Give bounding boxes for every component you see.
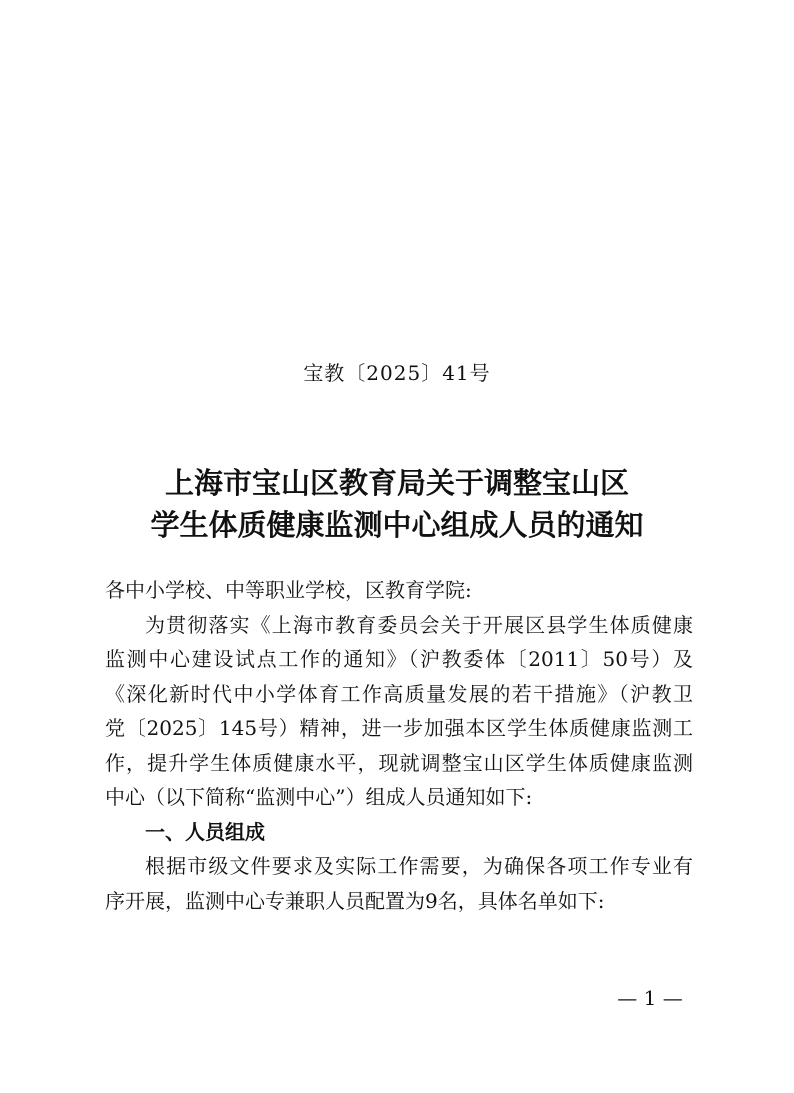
paragraph-1-line-1: 为贯彻落实《上海市教育委员会关于开展区县学生体质健康 (145, 612, 693, 637)
paragraph-1-line-5: 作，提升学生体质健康水平，现就调整宝山区学生体质健康监测 (105, 750, 693, 775)
section-heading: 一、人员组成 (145, 819, 265, 844)
paragraph-1-line-3: 《深化新时代中小学体育工作高质量发展的若干措施》（沪教卫 (105, 681, 693, 706)
paragraph-1-line-4: 党〔2025〕145号）精神，进一步加强本区学生体质健康监测工 (105, 716, 693, 740)
document-number: 宝教〔2025〕41号 (303, 361, 491, 385)
page-number: — 1 — (617, 986, 683, 1010)
paragraph-2-line-1: 根据市级文件要求及实际工作需要，为确保各项工作专业有 (145, 854, 693, 878)
title-line-2: 学生体质健康监测中心组成人员的通知 (150, 508, 644, 542)
paragraph-1-line-6: 中心（以下简称“监测中心”）组成人员通知如下: (105, 785, 533, 809)
document-title (0, 462, 794, 546)
document-body (105, 573, 693, 918)
title-line-1: 上海市宝山区教育局关于调整宝山区 (164, 466, 629, 500)
addressee: 各中小学校、中等职业学校，区教育学院: (105, 578, 472, 602)
paragraph-2-line-2: 序开展，监测中心专兼职人员配置为9名，具体名单如下: (105, 888, 605, 913)
paragraph-1-line-2: 监测中心建设试点工作的通知》（沪教委体〔2011〕50号）及 (105, 647, 693, 671)
